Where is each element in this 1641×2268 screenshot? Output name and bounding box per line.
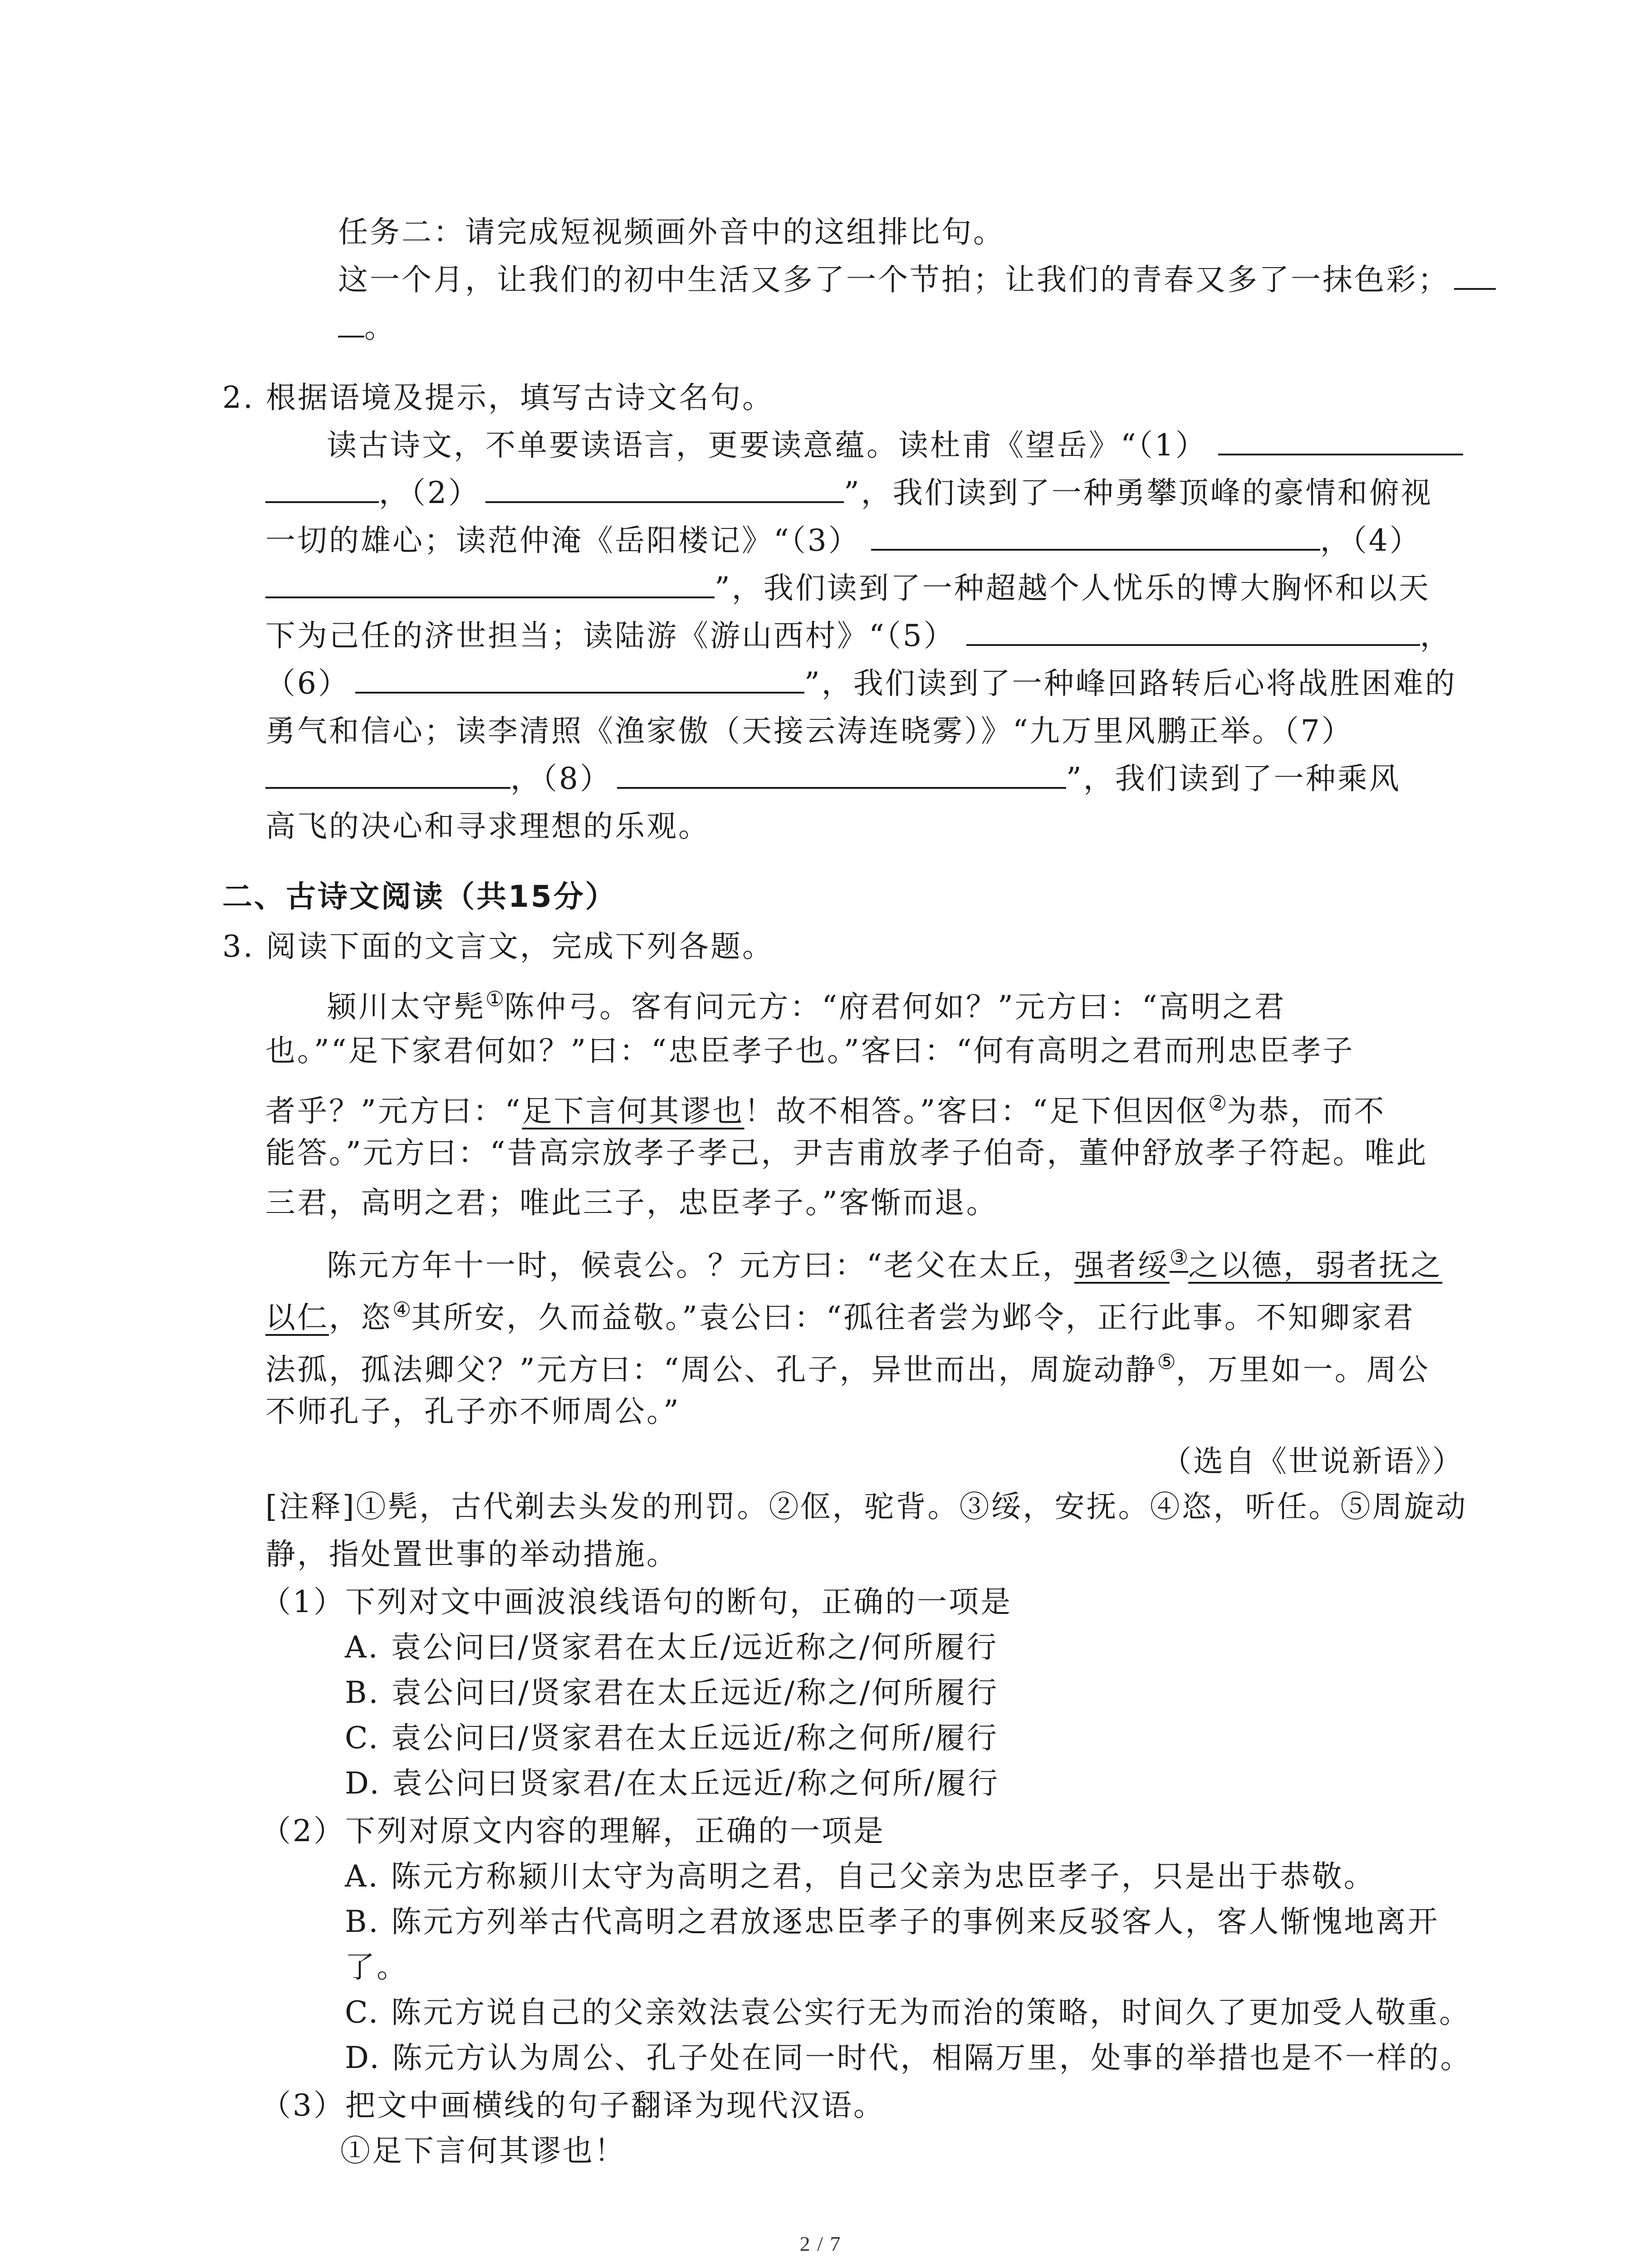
q2-title: 2. 根据语境及提示，填写古诗文名句。 xyxy=(222,380,774,415)
task2-line2 xyxy=(338,304,396,351)
q2-line3 xyxy=(265,517,1421,564)
q2-line1 xyxy=(327,422,1463,469)
passage-text: 为恭，而不 xyxy=(1227,1094,1386,1129)
q2-line2-a: ，（2） xyxy=(379,475,480,510)
q3-title: 3. 阅读下面的文言文，完成下列各题。 xyxy=(222,929,774,964)
q2-line6-b: ”，我们读到了一种峰回路转后心将战胜困难的 xyxy=(804,666,1457,701)
q2-line5-a: 下为己任的济世担当；读陆游《游山西村》“（5） xyxy=(265,618,955,653)
section-title: 二、古诗文阅读（共15分） xyxy=(222,879,617,914)
subq1-option-d[interactable]: D. 袁公问曰贤家君/在太丘远近/称之何所/履行 xyxy=(345,1766,1000,1801)
passage-text: ，恣 xyxy=(329,1300,392,1335)
subq3-item1: ①足下言何其谬也！ xyxy=(340,2133,626,2168)
answer-blank-4[interactable] xyxy=(265,567,715,598)
answer-blank-7[interactable] xyxy=(265,757,510,789)
passage-text: ，万里如一。周公 xyxy=(1176,1352,1430,1387)
passage-text: 陈仲弓。客有问元方：“府君何如？”元方曰：“高明之君 xyxy=(504,989,1286,1024)
passage-p1-line5: 三君，高明之君；唯此三子，忠臣孝子。”客惭而退。 xyxy=(265,1185,998,1220)
annotation-line1: [注释]①髡，古代剃去头发的刑罚。②伛，驼背。③绥，安抚。④恣，听任。⑤周旋动 xyxy=(265,1489,1468,1524)
q2-line6-a: （6） xyxy=(265,666,350,701)
q2-line5-b: ， xyxy=(1420,618,1452,653)
q2-line6 xyxy=(265,660,1457,707)
footnote-marker-3: ③ xyxy=(1169,1245,1188,1270)
subq2-prompt: （2）下列对原文内容的理解，正确的一项是 xyxy=(261,1813,885,1848)
footnote-marker-5: ⑤ xyxy=(1157,1349,1176,1374)
q2-line2-b: ”，我们读到了一种勇攀顶峰的豪情和俯视 xyxy=(844,475,1433,510)
answer-blank[interactable] xyxy=(1454,258,1496,290)
passage-text: 其所安，久而益敬。”袁公曰：“孤往者尝为邺令，正行此事。不知卿家君 xyxy=(411,1300,1415,1335)
passage-text: 者乎？”元方曰：“ xyxy=(265,1094,522,1129)
q2-line7: 勇气和信心；读李清照《渔家傲（天接云涛连晓雾）》“九万里风鹏正举。（7） xyxy=(265,714,1353,748)
answer-blank-1-cont[interactable] xyxy=(265,471,379,503)
answer-blank[interactable] xyxy=(338,306,364,337)
answer-blank-6[interactable] xyxy=(355,662,804,694)
passage-p2-line4: 不师孔子，孔子亦不师周公。” xyxy=(265,1394,681,1429)
underlined-sentence-2-end: 以仁 xyxy=(265,1300,329,1335)
passage-p1-line1 xyxy=(327,975,1286,1031)
subq3-prompt: （3）把文中画横线的句子翻译为现代汉语。 xyxy=(261,2088,885,2123)
passage-text: 法孤，孤法卿父？”元方曰：“周公、孔子，异世而出，周旋动静 xyxy=(265,1352,1157,1387)
footnote-marker-4: ④ xyxy=(392,1297,411,1322)
passage-source: （选自《世说新语》） xyxy=(1161,1444,1464,1479)
q2-line8-b: ”，我们读到了一种乘风 xyxy=(1066,761,1401,796)
subq2-option-c[interactable]: C. 陈元方说自己的父亲效法袁公实行无为而治的策略，时间久了更加受人敬重。 xyxy=(345,1995,1471,2030)
subq1-option-c[interactable]: C. 袁公问曰/贤家君在太丘远近/称之何所/履行 xyxy=(345,1721,999,1755)
annotation-line2: 静，指处置世事的举动措施。 xyxy=(265,1537,678,1572)
passage-p1-line3 xyxy=(265,1080,1386,1135)
passage-p2-line2 xyxy=(265,1286,1415,1341)
q2-line1-text: 读古诗文，不单要读语言，更要读意蕴。读杜甫《望岳》“（1） xyxy=(327,428,1207,463)
task2-line2-end: 。 xyxy=(364,310,396,345)
q2-line8-a: ，（8） xyxy=(510,761,612,796)
subq2-option-a[interactable]: A. 陈元方称颍川太守为高明之君，自己父亲为忠臣孝子，只是出于恭敬。 xyxy=(345,1859,1376,1894)
underlined-sentence-1: 足下言何其谬也 xyxy=(522,1094,745,1129)
passage-text: 陈元方年十一时，候袁公。？元方曰：“老父在太丘， xyxy=(327,1248,1074,1283)
passage-p2-line1 xyxy=(327,1234,1442,1289)
passage-text: ！故不相答。”客曰：“足下但因伛 xyxy=(744,1094,1208,1129)
passage-p1-line2: 也。”“足下家君何如？”曰：“忠臣孝子也。”客曰：“何有高明之君而刑忠臣孝子 xyxy=(265,1033,1355,1068)
task2-title: 任务二：请完成短视频画外音中的这组排比句。 xyxy=(338,215,1005,249)
subq2-option-d[interactable]: D. 陈元方认为周公、孔子处在同一时代，相隔万里，处事的举措也是不一样的。 xyxy=(345,2040,1472,2075)
subq1-prompt: （1）下列对文中画波浪线语句的断句，正确的一项是 xyxy=(261,1584,1012,1619)
answer-blank-5[interactable] xyxy=(966,614,1420,646)
footnote-marker-2: ② xyxy=(1208,1091,1227,1115)
subq1-option-b[interactable]: B. 袁公问曰/贤家君在太丘远近/称之/何所履行 xyxy=(345,1675,999,1710)
page-number: 2 / 7 xyxy=(799,2232,842,2255)
q2-line9: 高飞的决心和寻求理想的乐观。 xyxy=(265,809,710,844)
q2-line4 xyxy=(265,565,1430,612)
answer-blank-3[interactable] xyxy=(871,519,1320,551)
answer-blank-2[interactable] xyxy=(485,471,844,503)
footnote-marker-1: ① xyxy=(485,987,505,1011)
subq2-option-b-cont: 了。 xyxy=(345,1950,408,1984)
q2-line4-text: ”，我们读到了一种超越个人忧乐的博大胸怀和以天 xyxy=(715,571,1430,606)
q2-line2 xyxy=(265,469,1433,517)
answer-blank-8[interactable] xyxy=(617,757,1066,789)
q2-line8 xyxy=(265,755,1401,802)
q2-line5 xyxy=(265,612,1452,660)
underlined-sentence-2: 强者绥 xyxy=(1074,1248,1170,1283)
subq1-option-a[interactable]: A. 袁公问曰/贤家君在太丘/远近称之/何所履行 xyxy=(345,1630,999,1665)
subq2-option-b[interactable]: B. 陈元方列举古代高明之君放逐忠臣孝子的事例来反驳客人，客人惭愧地离开 xyxy=(345,1904,1440,1939)
task2-line1-text: 这一个月，让我们的初中生活又多了一个节拍；让我们的青春又多了一抹色彩； xyxy=(338,262,1450,297)
q2-line3-a: 一切的雄心；读范仲淹《岳阳楼记》“（3） xyxy=(265,523,860,558)
passage-p2-line3 xyxy=(265,1338,1430,1393)
task2-line1 xyxy=(338,256,1496,303)
passage-p1-line4: 能答。”元方曰：“昔高宗放孝子孝己，尹吉甫放孝子伯奇，董仲舒放孝子符起。唯此 xyxy=(265,1135,1428,1170)
q2-line3-b: ，（4） xyxy=(1320,523,1421,558)
underlined-sentence-2-cont: 之以德，弱者抚之 xyxy=(1188,1248,1442,1283)
answer-blank-1[interactable] xyxy=(1218,424,1463,455)
passage-text: 颍川太守髡 xyxy=(327,989,485,1024)
